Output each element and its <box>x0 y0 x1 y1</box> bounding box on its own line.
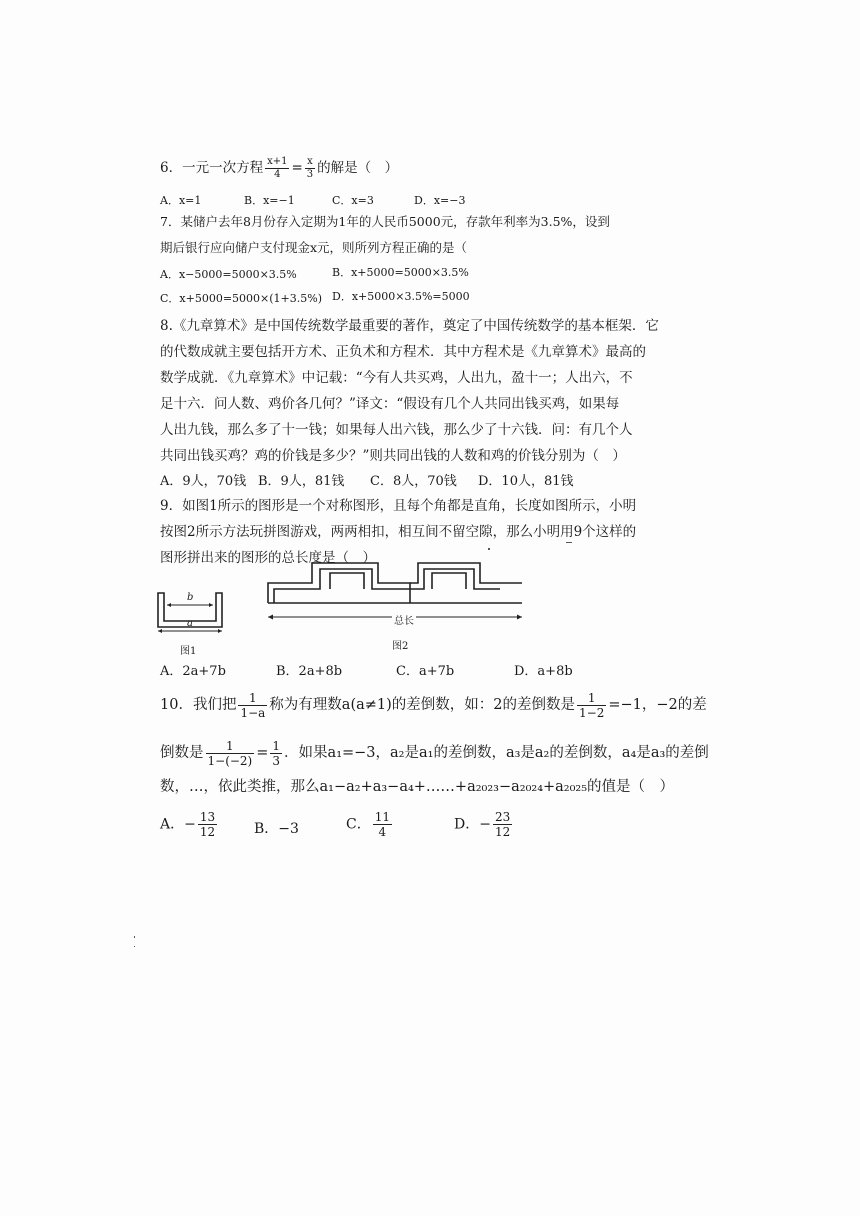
q8-line-4: 足十六．问人数、鸡价各几何？”译文：“假设有几个人共同出钱买鸡，如果每 <box>160 396 620 412</box>
fig1-caption: 图1 <box>180 646 197 657</box>
q7-option-b: B．x+5000=5000×3.5% <box>332 266 469 279</box>
q7-line-2: 期后银行应向储户支付现金x元，则所列方程正确的是（ <box>160 240 468 255</box>
q6-prefix: 6．一元一次方程 <box>160 160 264 176</box>
q7-option-a: A．x−5000=5000×3.5% <box>160 268 297 281</box>
q8-option-d: D．10人，81钱 <box>478 474 574 489</box>
scan-speck <box>566 542 572 543</box>
q8-line-5: 人出九钱，那么多了十一钱；如果每人出六钱，那么少了十六钱．问：有几个人 <box>160 422 633 438</box>
q9-line-2: 按图2所示方法玩拼图游戏，两两相扣，相互间不留空隙，那么小明用9个这样的 <box>160 524 637 540</box>
q8-option-b: B．9人，81钱 <box>258 474 345 489</box>
q8-line-2: 的代数成就主要包括开方术、正负术和方程术．其中方程术是《九章算术》最高的 <box>160 344 646 360</box>
q8-option-c: C．8人，70钱 <box>370 474 457 489</box>
q10-option-c: C． $\frac{11}{4}$ <box>346 810 390 839</box>
question-6: 6．一元一次方程 $\frac{x+1}{4}$ = $\frac{x}{3}$ 的解是（ ） <box>160 156 399 180</box>
scan-speck <box>488 548 490 550</box>
fig2-total-label: 总长 <box>392 612 416 627</box>
q8-line-3: 数学成就．《九章算术》中记载：“今有人共买鸡，人出九，盈十一；人出六，不 <box>160 370 633 386</box>
q9-option-a: A．2a+7b <box>160 664 226 679</box>
q6-fraction-1: $\frac{x+1}{4}$ <box>267 156 288 180</box>
fig1-label-a: a <box>187 618 193 629</box>
q6-option-b: B．x=−1 <box>244 194 295 207</box>
q6-fraction-2: $\frac{x}{3}$ <box>306 156 314 180</box>
q8-line-1: 8.《九章算术》是中国传统数学最重要的著作，奠定了中国传统数学的基本框架．它 <box>160 318 659 334</box>
q10-line-1: 10．我们把 $\frac{1}{1-a}$ 称为有理数a(a≠1)的差倒数，如：2的差倒数是 $\frac{1}{1-2}$ =−1，−2的差 <box>160 690 707 720</box>
q10-option-d: D．− $\frac{23}{12}$ <box>454 810 511 839</box>
q6-option-a: A．x=1 <box>160 194 202 207</box>
q9-option-c: C．a+7b <box>396 664 455 679</box>
q10-option-b: B．−3 <box>254 821 299 837</box>
q7-option-c: C．x+5000=5000×(1+3.5%) <box>160 292 323 305</box>
q6-option-c: C．x=3 <box>332 194 374 207</box>
q7-line-1: 7．某储户去年8月份存入定期为1年的人民币5000元，存款年利率为3.5%，设到 <box>160 214 610 229</box>
q9-option-b: B．2a+8b <box>276 664 343 679</box>
q9-line-3: 图形拼出来的图形的总长度是（ ） <box>160 550 376 566</box>
q9-line-1: 9．如图1所示的图形是一个对称图形，且每个角都是直角，长度如图所示，小明 <box>160 498 637 514</box>
q9-option-d: D．a+8b <box>514 664 573 679</box>
scan-speck <box>134 936 135 938</box>
q8-line-6: 共同出钱买鸡？鸡的价钱是多少？”则共同出钱的人数和鸡的价钱分别为（ ） <box>160 448 626 464</box>
q8-option-a: A．9人，70钱 <box>160 474 247 489</box>
q10-line-3: 数，…，依此类推，那么a₁−a₂+a₃−a₄+……+a₂₀₂₃−a₂₀₂₄+a₂₀₂₅的值是（ ） <box>160 779 675 795</box>
q6-suffix: 的解是（ ） <box>317 160 399 176</box>
q10-line-2: 倒数是 $\frac{1}{1-(-2)}$ = $\frac{1}{3}$ ．如果a₁=−3，a₂是a₁的差倒数，a₃是a₂的差倒数，a₄是a₃的差倒 <box>160 738 709 768</box>
fig1-label-b: b <box>187 592 194 603</box>
q7-option-d: D．x+5000×3.5%=5000 <box>332 290 470 303</box>
fig2-caption: 图2 <box>392 641 409 652</box>
scan-speck <box>134 946 135 947</box>
q6-option-d: D．x=−3 <box>414 194 466 207</box>
q10-option-a: A．− $\frac{13}{12}$ <box>160 810 216 839</box>
